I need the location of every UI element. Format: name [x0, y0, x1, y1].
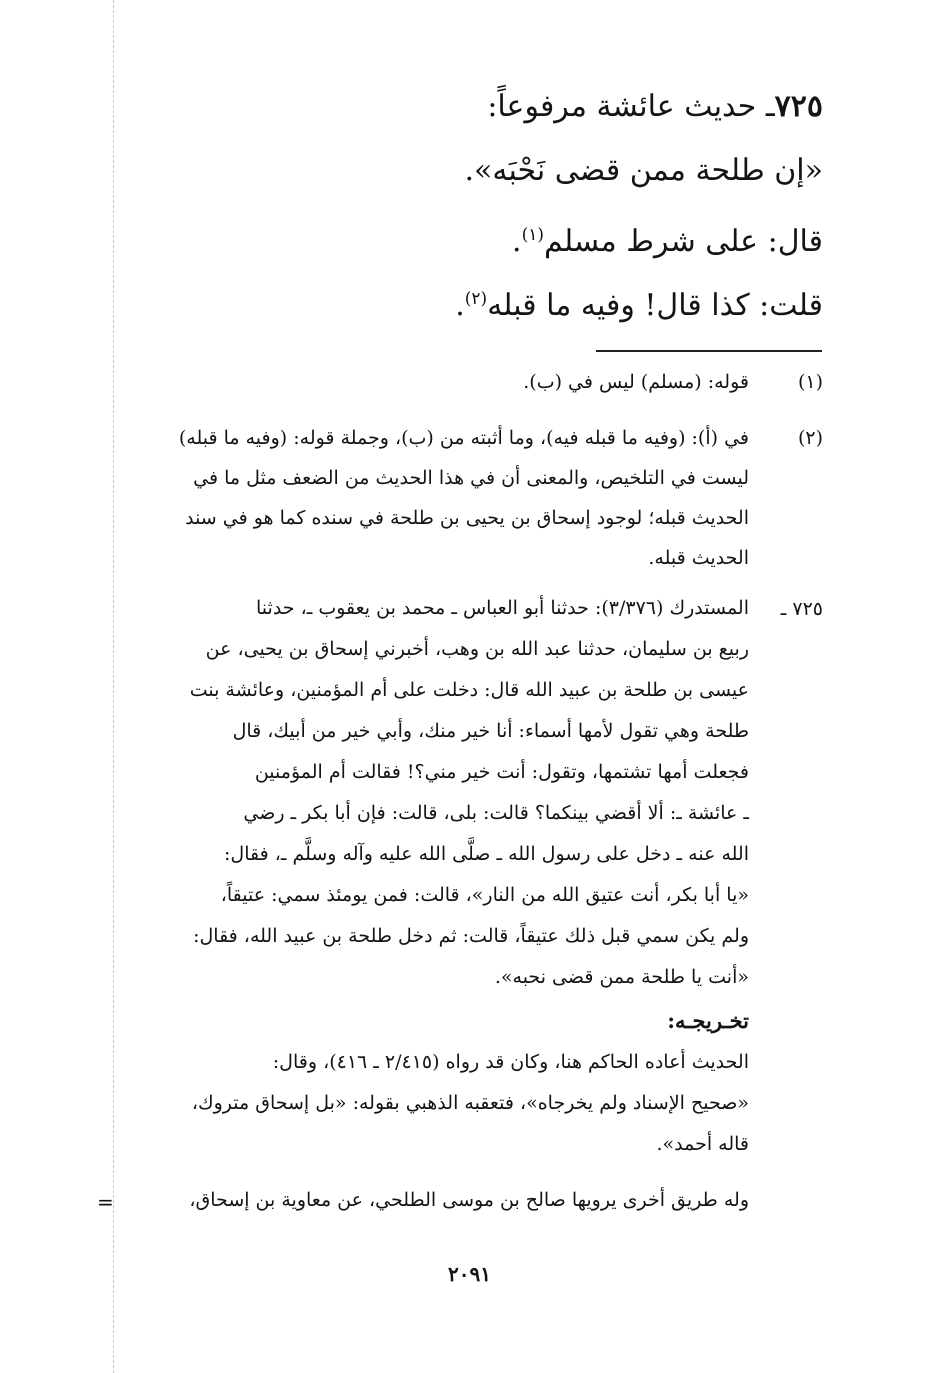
section-last-line: وله طريق أخرى يرويها صالح بن موسى الطلحي، عن معاوية بن إسحاق،: [189, 1189, 749, 1211]
footnote-1-line: قوله: (مسلم) ليس في (ب).: [523, 371, 749, 393]
takhrij-line: «يا أبا بكر، أنت عتيق الله من النار»، قالت: فمن يومئذ سمي: عتيقاً،: [220, 884, 749, 906]
footnote-1-number: (١): [797, 371, 823, 393]
hadith-main: [183, 75, 823, 331]
takhrij-line: فجعلت أمها تشتمها، وتقول: أنت خير مني؟! فقالت أم المؤمنين: [254, 761, 749, 783]
takhrij-line: ـ عائشة ـ: ألا أقضي بينكما؟ قالت: بلى، قالت: فإن أبا بكر ـ رضي: [243, 802, 749, 824]
footnote-2-number: (٢): [797, 427, 823, 449]
scan-margin-line: [113, 0, 114, 1373]
section-heading: تخـريجـه:: [667, 1008, 749, 1033]
section-last: [119, 1180, 749, 1221]
section-line: «صحيح الإسناد ولم يخرجاه»، فتعقبه الذهبي بقوله: «بل إسحاق متروك،: [191, 1092, 749, 1114]
takhrij-number: ٧٢٥ ـ: [780, 598, 823, 620]
page-number: ٢٠٩١: [448, 1262, 491, 1286]
footnote-1: [119, 362, 749, 402]
takhrij-text: [119, 588, 749, 998]
takhrij-line: «أنت يا طلحة ممن قضى نحبه».: [494, 966, 749, 988]
hadith-verdict: [183, 203, 823, 267]
takhrij-line: ولم يكن سمي قبل ذلك عتيقاً، قالت: ثم دخل طلحة بن عبيد الله، فقال:: [193, 925, 749, 947]
hadith-number: ٧٢٥: [774, 89, 823, 124]
verdict-end: .: [512, 224, 522, 259]
verdict-text: قال: على شرط مسلم: [544, 224, 823, 259]
footnote-2-line: في (أ): (وفيه ما قبله فيه)، وما أثبته من (ب)، وجملة قوله: (وفيه ما قبله): [178, 427, 749, 449]
footnote-separator: [596, 350, 822, 352]
section-line: قاله أحمد».: [656, 1133, 749, 1155]
footnote-2-line: الحديث قبله.: [648, 547, 749, 569]
takhrij-line: المستدرك (٣/٣٧٦): حدثنا أبو العباس ـ محمد بن يعقوب ـ، حدثنا: [256, 597, 749, 619]
hadith-text: «إن طلحة ممن قضى نَحْبَه».: [464, 153, 823, 188]
footnote-ref-2: (٢): [464, 289, 488, 309]
footnote-2: [119, 418, 749, 578]
hadith-title: ـ حديث عائشة مرفوعاً:: [487, 89, 775, 124]
comment-text: قلت: كذا قال! وفيه ما قبله: [487, 288, 823, 323]
hadith-title-line: [183, 75, 823, 139]
footnote-2-line: الحديث قبله؛ لوجود إسحاق بن يحيى بن طلحة في سنده كما هو في سند: [185, 507, 749, 529]
takhrij-line: طلحة وهي تقول لأمها أسماء: أنا خير منك، وأبي خير من أبيك، قال: [232, 720, 749, 742]
takhrij-line: ربيع بن سليمان، حدثنا عبد الله بن وهب، أخبرني إسحاق بن يحيى، عن: [205, 638, 749, 660]
continuation-mark: =: [97, 1190, 114, 1214]
footnote-2-line: ليست في التلخيص، والمعنى أن في هذا الحديث من الضعف مثل ما في: [193, 467, 749, 489]
hadith-comment: [183, 267, 823, 331]
section-line: الحديث أعاده الحاكم هنا، وكان قد رواه (٢/٤١٥ ـ ٤١٦)، وقال:: [272, 1051, 749, 1073]
takhrij-line: عيسى بن طلحة بن عبيد الله قال: دخلت على أم المؤمنين، وعائشة بنت: [189, 679, 749, 701]
section-text: [119, 1042, 749, 1165]
footnote-ref-1: (١): [521, 225, 544, 245]
comment-end: .: [455, 288, 465, 323]
takhrij-line: الله عنه ـ دخل على رسول الله ـ صلَّى الله عليه وآله وسلَّم ـ، فقال:: [223, 843, 749, 865]
